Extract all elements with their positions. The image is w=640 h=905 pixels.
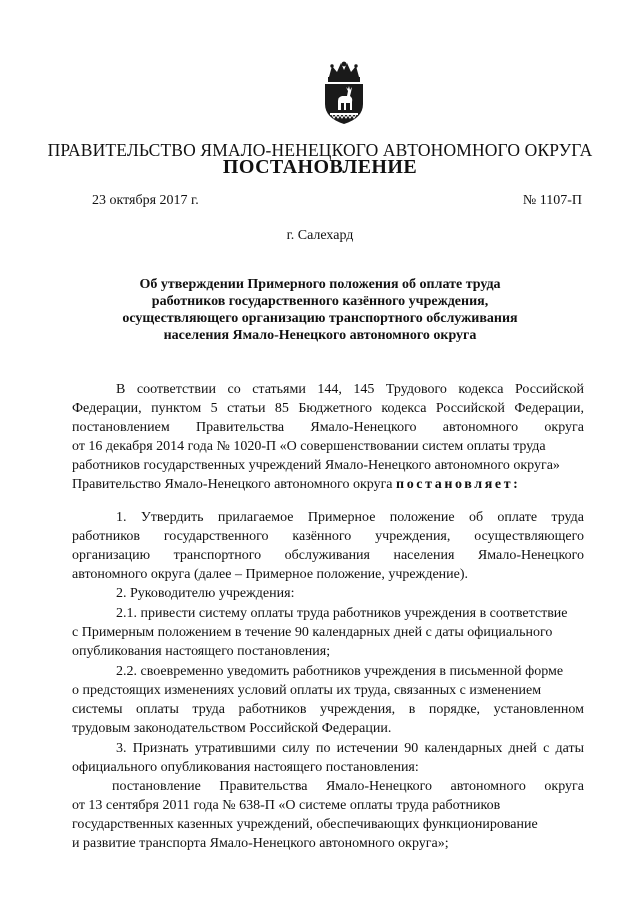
item-2-2-line: 2.2. своевременно уведомить работников учреждения в письменной форме (116, 664, 564, 679)
item-1-line: работников государственного казённого учреждения, осуществляющего (72, 529, 584, 544)
heading-line: осуществляющего организацию транспортного обслуживания (122, 311, 518, 326)
item-2-1-line: 2.1. привести систему оплаты труда работников учреждения в соответствие (116, 606, 568, 621)
preamble-line: постановлением Правительства Ямало-Ненецкого автономного округа (72, 420, 584, 435)
item-2-1-line: опубликования настоящего постановления; (72, 644, 331, 659)
preamble-line: В соответствии со статьями 144, 145 Трудового кодекса Российской (116, 382, 584, 397)
heading-line: работников государственного казённого учреждения, (151, 294, 489, 309)
repealed-act-line: государственных казенных учреждений, обеспечивающих функционирование (72, 817, 538, 832)
item-3-line: официального опубликования настоящего постановления: (72, 760, 419, 775)
item-3-line: 3. Признать утратившими силу по истечении 90 календарных дней с даты (116, 741, 584, 756)
item-2-2-line: системы оплаты труда работников учреждения, в порядке, установленном (72, 702, 584, 717)
document-number: № 1107-П (522, 193, 582, 208)
government-title: ПРАВИТЕЛЬСТВО ЯМАЛО-НЕНЕЦКОГО АВТОНОМНОГО ОКРУГА (47, 140, 593, 160)
document-city: г. Салехард (286, 228, 354, 243)
preamble-line: от 16 декабря 2014 года № 1020-П «О совершенствовании систем оплаты труда (72, 439, 546, 454)
heading-line: Об утверждении Примерного положения об оплате труда (139, 277, 501, 292)
repealed-act-line: от 13 сентября 2011 года № 638-П «О системе оплаты труда работников (72, 798, 501, 813)
item-1-line: организацию транспортного обслуживания населения Ямало-Ненецкого (72, 548, 584, 563)
item-2-2-line: о предстоящих изменениях условий оплаты их труда, связанных с изменением (72, 683, 542, 698)
item-2-2-line: трудовым законодательством Российской Федерации. (72, 721, 392, 736)
coat-of-arms-icon (316, 60, 372, 126)
document-heading (0, 276, 640, 344)
repealed-act-line: и развитие транспорта Ямало-Ненецкого автономного округа»; (72, 836, 449, 851)
preamble-line: работников государственных учреждений Ямало-Ненецкого автономного округа» (72, 458, 560, 473)
heading-line: населения Ямало-Ненецкого автономного округа (163, 328, 477, 343)
preamble-authority: Правительство Ямало-Ненецкого автономного округа (72, 477, 397, 492)
item-2-line: 2. Руководителю учреждения: (116, 586, 295, 601)
document-date: 23 октября 2017 г. (92, 193, 199, 208)
preamble-last-line (72, 476, 584, 493)
resolves-word: постановляет: (396, 477, 521, 492)
document-type: ПОСТАНОВЛЕНИЕ (222, 156, 418, 178)
preamble-line: Федерации, пунктом 5 статьи 85 Бюджетного кодекса Российской Федерации, (72, 401, 584, 416)
repealed-act-line: постановление Правительства Ямало-Ненецкого автономного округа (112, 779, 584, 794)
item-1-line: автономного округа (далее – Примерное положение, учреждение). (72, 567, 469, 582)
item-1-line: 1. Утвердить прилагаемое Примерное положение об оплате труда (116, 510, 584, 525)
item-2-1-line: с Примерным положением в течение 90 календарных дней с даты официального (72, 625, 553, 640)
